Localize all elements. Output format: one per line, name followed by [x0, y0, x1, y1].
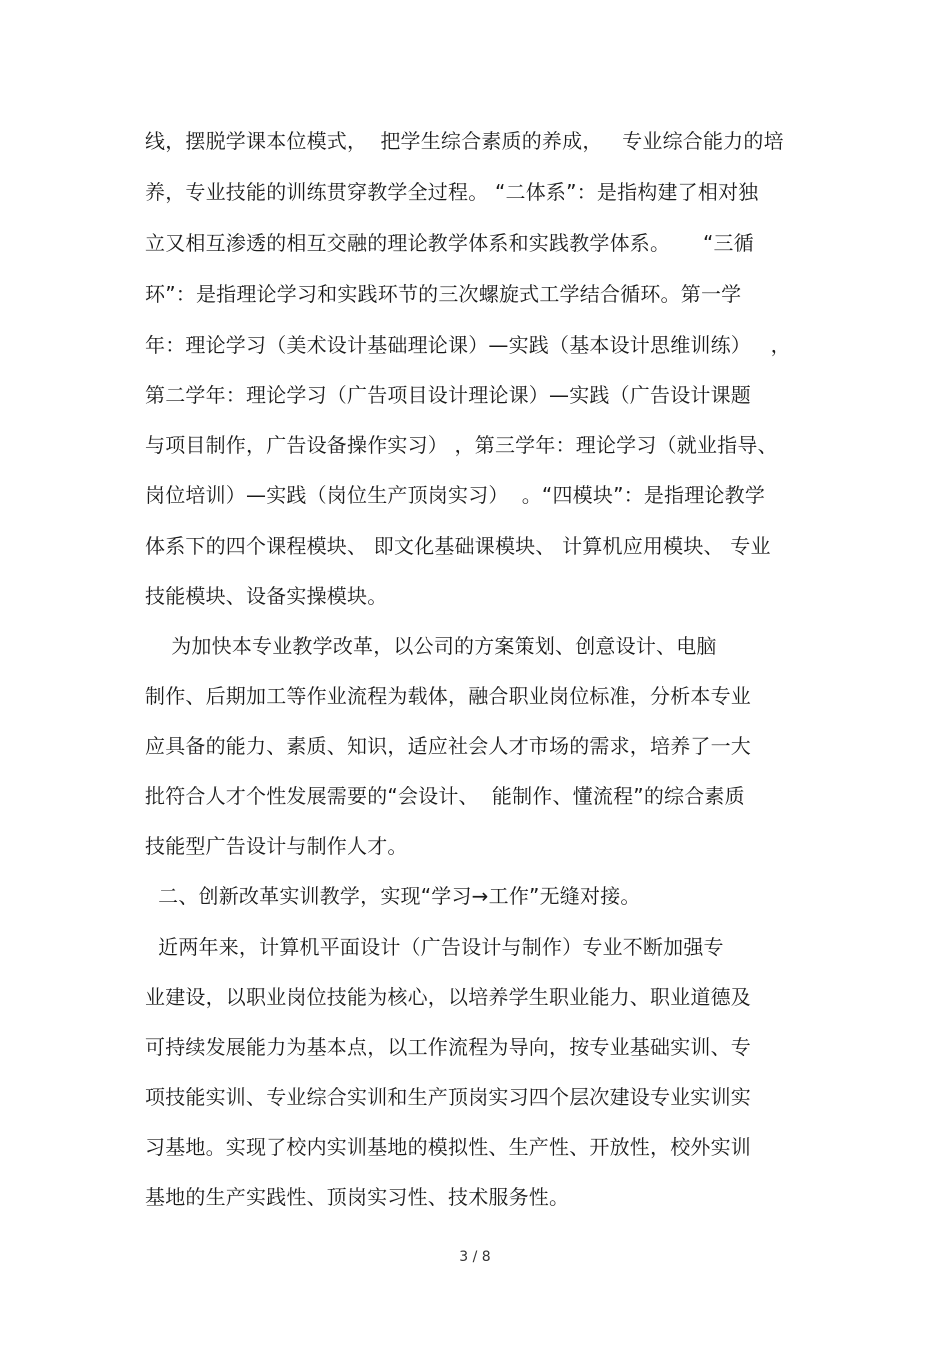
text-line: 立又相互渗透的相互交融的理论教学体系和实践教学体系。 “三循: [145, 231, 754, 255]
section-heading: 二、创新改革实训教学，实现“学习→工作”无缝对接。: [145, 884, 641, 908]
text-line: 技能模块、设备实操模块。: [145, 584, 388, 608]
text-line: 第二学年：理论学习（广告项目设计理论课）—实践（广告设计课题: [145, 383, 751, 407]
text-line: 环”：是指理论学习和实践环节的三次螺旋式工学结合循环。第一学: [145, 282, 742, 306]
text-line: 应具备的能力、素质、知识，适应社会人才市场的需求，培养了一大: [145, 734, 751, 758]
text-line: 可持续发展能力为基本点，以工作流程为导向，按专业基础实训、专: [145, 1035, 751, 1059]
text-line: 体系下的四个课程模块、 即文化基础课模块、 计算机应用模块、 专业: [145, 534, 771, 558]
text-line: 基地的生产实践性、顶岗实习性、技术服务性。: [145, 1185, 570, 1209]
text-line: 近两年来，计算机平面设计（广告设计与制作）专业不断加强专: [145, 935, 724, 959]
text-line: 年：理论学习（美术设计基础理论课）—实践（基本设计思维训练） ，: [145, 333, 791, 357]
text-line: 技能型广告设计与制作人才。: [145, 834, 408, 858]
text-line: 制作、后期加工等作业流程为载体，融合职业岗位标准，分析本专业: [145, 684, 751, 708]
text-line: 项技能实训、专业综合实训和生产顶岗实习四个层次建设专业实训实: [145, 1085, 751, 1109]
page-number: 3 / 8: [459, 1249, 491, 1265]
text-line: 岗位培训）—实践（岗位生产顶岗实习） 。“四模块”：是指理论教学: [145, 483, 766, 507]
text-line: 业建设，以职业岗位技能为核心，以培养学生职业能力、职业道德及: [145, 985, 751, 1009]
text-line: 习基地。实现了校内实训基地的模拟性、生产性、开放性，校外实训: [145, 1135, 751, 1159]
text-line: 与项目制作，广告设备操作实习） ，第三学年：理论学习（就业指导、: [145, 433, 778, 457]
text-line: 养，专业技能的训练贯穿教学全过程。 “二体系”：是指构建了相对独: [145, 180, 759, 204]
text-line: 为加快本专业教学改革，以公司的方案策划、创意设计、电脑: [145, 634, 717, 658]
text-line: 线，摆脱学课本位模式， 把学生综合素质的养成， 专业综合能力的培: [145, 129, 784, 153]
text-line: 批符合人才个性发展需要的“会设计、 能制作、懂流程”的综合素质: [145, 784, 745, 808]
